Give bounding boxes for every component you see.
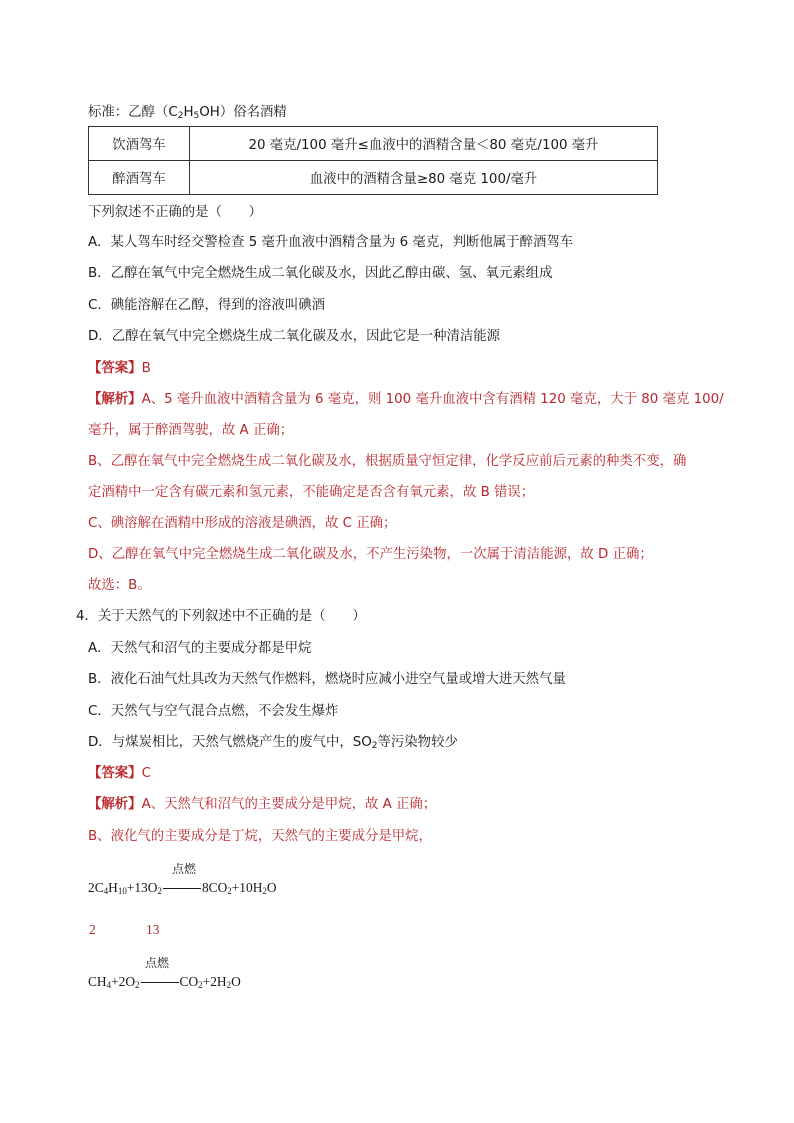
answer-tag: 【答案】	[88, 361, 142, 376]
reaction-condition: 点燃	[145, 956, 170, 970]
option-b: B．液化石油气灶具改为天然气作燃料，燃烧时应减小进空气量或增大进天然气量	[88, 672, 566, 687]
standard-title: 标准：乙醇$(C_2H_5OH)$俗名酒精	[88, 105, 287, 121]
analysis-line: C、碘溶解在酒精中形成的溶液是碘酒，故 C 正确；	[88, 516, 397, 531]
table-row	[89, 127, 658, 161]
table-cell-label: 醉酒驾车	[89, 161, 190, 195]
analysis-tag: 【解析】	[88, 797, 142, 812]
answer-value: C	[141, 766, 151, 781]
answer-tag: 【答案】	[88, 766, 142, 781]
analysis-line: 毫升，属于醉酒驾驶，故 A 正确；	[88, 423, 294, 438]
answer-line	[88, 765, 151, 783]
ratio-value: 2	[89, 922, 96, 937]
table-row	[89, 161, 658, 195]
analysis-line: B、乙醇在氧气中完全燃烧生成二氧化碳及水，根据质量守恒定律，化学反应前后元素的种类不变，确	[88, 454, 687, 469]
question-stem: 4．关于天然气的下列叙述中不正确的是（ ）	[76, 609, 366, 624]
option-a: A．某人驾车时经交警检查 5 毫升血液中酒精含量为 6 毫克，判断他属于醉酒驾车	[88, 235, 574, 250]
reaction-arrow	[141, 982, 179, 983]
option-d: D．乙醇在氧气中完全燃烧生成二氧化碳及水，因此它是一种清洁能源	[88, 329, 501, 344]
table-cell-value: 血液中的酒精含量≥80 毫克 100/毫升	[190, 161, 658, 195]
answer-line	[88, 360, 151, 378]
option-c: C．碘能溶解在乙醇，得到的溶液叫碘酒	[88, 298, 325, 313]
table-cell-label: 饮酒驾车	[89, 127, 190, 161]
analysis-line: 【解析】A、天然气和沼气的主要成分是甲烷，故 A 正确；	[88, 797, 437, 812]
option-b: B．乙醇在氧气中完全燃烧生成二氧化碳及水，因此乙醇由碳、氢、氧元素组成	[88, 266, 553, 281]
analysis-line: 定酒精中一定含有碳元素和氢元素，不能确定是否含有氧元素，故 B 错误；	[88, 485, 535, 500]
analysis-tag: 【解析】	[88, 392, 142, 407]
ratio-value: 13	[146, 922, 160, 937]
answer-value: B	[141, 361, 151, 376]
option-a: A．天然气和沼气的主要成分都是甲烷	[88, 641, 312, 656]
analysis-line: 【解析】A、5 毫升血液中酒精含量为 6 毫克，则 100 毫升血液中含有酒精 120 毫克，大于 80 毫克 100/	[88, 392, 724, 407]
reaction-condition: 点燃	[172, 862, 197, 876]
drink-driving-standard-table	[88, 126, 658, 195]
analysis-line: D、乙醇在氧气中完全燃烧生成二氧化碳及水，不产生污染物，一次属于清洁能源，故 D 正确；	[88, 547, 653, 562]
question-stem: 下列叙述不正确的是（ ）	[88, 205, 263, 220]
table-cell-value: 20 毫克/100 毫升≤血液中的酒精含量＜80 毫克/100 毫升	[190, 127, 658, 161]
analysis-line: B、液化气的主要成分是丁烷，天然气的主要成分是甲烷，	[88, 829, 432, 844]
chemical-equation: $2C_4H_{10}+13O_2$ $8CO_2+10H_2O$	[88, 880, 277, 896]
option-d: D．与煤炭相比，天然气燃烧产生的废气中，$SO_2$等污染物较少	[88, 735, 458, 751]
analysis-line: 故选：B。	[88, 578, 151, 593]
reaction-arrow	[163, 888, 201, 889]
chemical-equation: $CH_4+2O_2$ $CO_2+2H_2O$	[88, 974, 241, 990]
option-c: C．天然气与空气混合点燃，不会发生爆炸	[88, 704, 339, 719]
